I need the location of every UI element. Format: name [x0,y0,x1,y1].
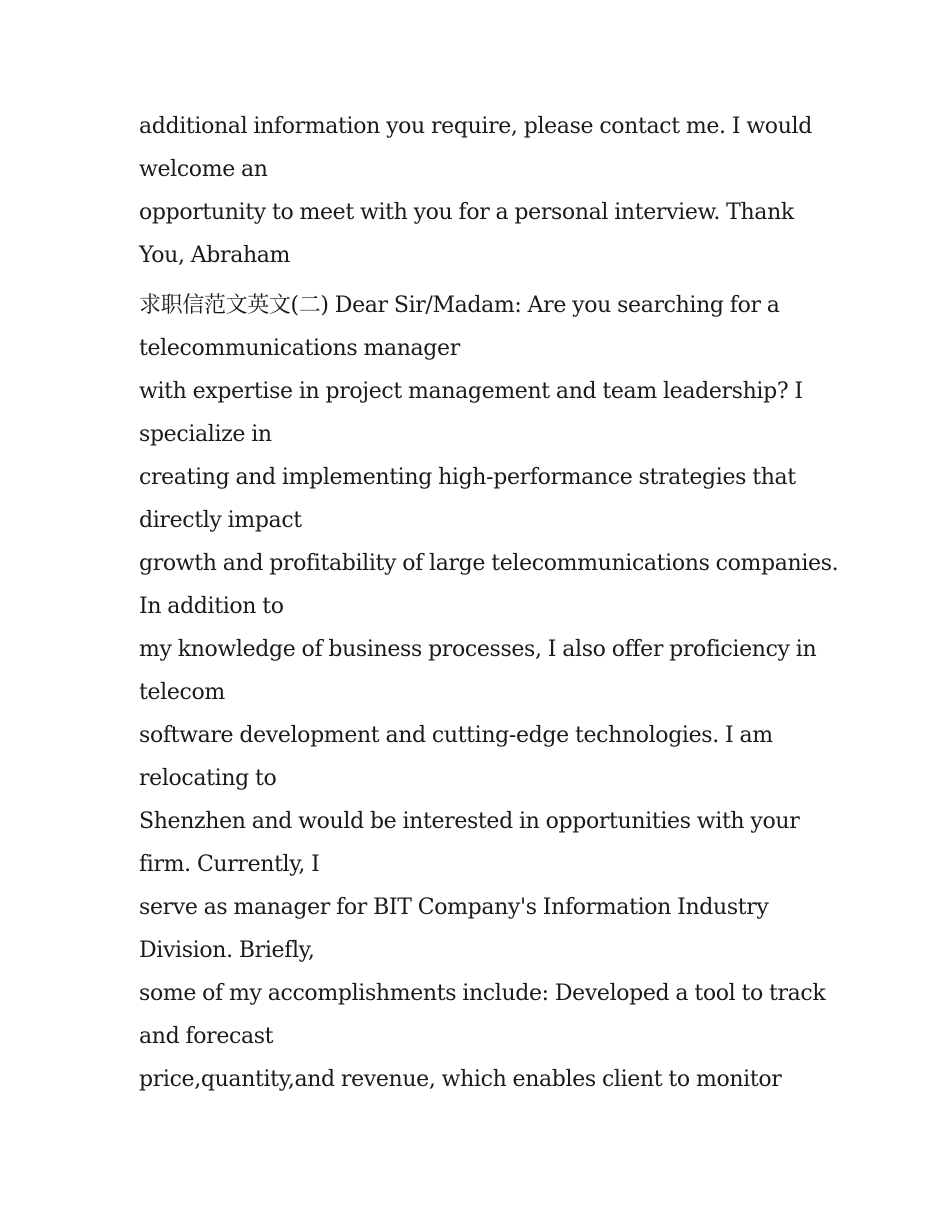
text-line: additional information you require, please contact me. I would [139,114,812,139]
text-line: software development and cutting-edge technologies. I am [139,723,773,748]
text-line: my knowledge of business processes, I also offer proficiency in [139,637,817,662]
text-line: Shenzhen and would be interested in opportunities with your [139,809,800,834]
text-line: relocating to [139,766,277,791]
text-line: price,quantity,and revenue, which enables client to monitor [139,1067,782,1092]
text-line: You, Abraham [139,243,291,268]
text-line: with expertise in project management and team leadership? I [139,379,803,404]
text-line: creating and implementing high-performance strategies that [139,465,796,490]
text-line: opportunity to meet with you for a personal interview. Thank [139,200,794,225]
text-line: Division. Briefly, [139,938,315,963]
text-line: telecom [139,680,225,705]
text-line: telecommunications manager [139,336,460,361]
text-line: and forecast [139,1024,274,1049]
text-line: serve as manager for BIT Company's Information Industry [139,895,769,920]
text-line: firm. Currently, I [139,852,320,877]
text-line: specialize in [139,422,272,447]
text-line: some of my accomplishments include: Developed a tool to track [139,981,826,1006]
text-line: In addition to [139,594,284,619]
text-line: 求职信范文英文(二) Dear Sir/Madam: Are you searching for a [139,293,780,318]
text-line: welcome an [139,157,268,182]
document-body [139,105,839,1101]
paragraph-gap [139,277,819,284]
text-line: growth and profitability of large telecommunications companies. [139,551,839,576]
text-line: directly impact [139,508,302,533]
